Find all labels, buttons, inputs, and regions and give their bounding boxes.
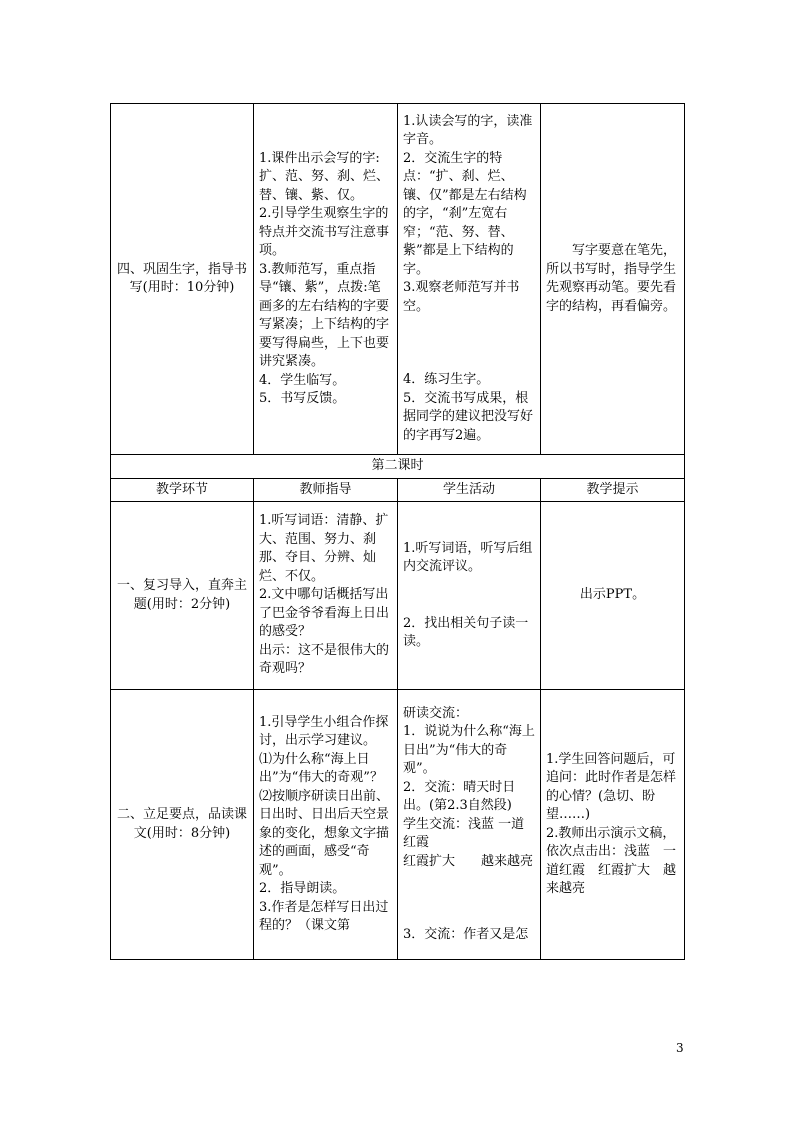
student-item: 3.观察老师范写并书空。 — [403, 280, 520, 314]
tip-cell: 写字要意在笔先，所以书写时，指导学生先观察再动笔。要先看字的结构，再看偏旁。 — [541, 104, 685, 455]
teacher-item: 出示：这不是很伟大的奇观吗？ — [259, 642, 390, 677]
teacher-cell — [254, 502, 398, 690]
teacher-item: 1.听写词语：清静、扩大、范围、努力、刹那、夺目、分辨、灿烂、不仅。 — [259, 513, 389, 584]
student-item: 5．交流书写成果，根据同学的建议把没写好的字再写2遍。 — [403, 390, 534, 443]
teacher-cell — [254, 690, 398, 960]
table-row — [111, 690, 685, 960]
student-item: 研读交流： — [403, 705, 469, 721]
tip-cell: 出示PPT。 — [541, 502, 685, 690]
teacher-item: 1.引导学生小组合作探讨，出示学习建议。 — [259, 714, 389, 748]
stage-cell: 一、复习导入，直奔主题(用时：2分钟) — [111, 502, 254, 690]
student-item: 1.听写词语，听写后组内交流评议。 — [403, 540, 533, 574]
teacher-item: 5．书写反馈。 — [259, 391, 346, 406]
table-row — [111, 455, 685, 479]
period-title: 第二课时 — [111, 455, 685, 479]
student-item: 2．找出相关句子读一读。 — [403, 615, 529, 649]
student-item: 红霞扩大 越来越亮 — [403, 853, 534, 869]
student-item: 1.认读会写的字，读准字音。 — [403, 113, 533, 148]
student-item: 学生交流：浅蓝 一道红霞 — [403, 816, 525, 850]
teacher-item: ⑴为什么称“海上日出”为“伟大的奇观”？ — [259, 751, 383, 785]
teacher-item: 2.文中哪句话概括写出了巴金爷爷看海上日出的感受？ — [259, 587, 390, 640]
teacher-item: 3.教师范写，重点指导“镶、紫”，点拨:笔画多的左右结构的字要写紧凑；上下结构的字要写得扁些，上下也要讲究紧凑。 — [259, 261, 390, 369]
teacher-item: 2．指导朗读。 — [259, 881, 346, 896]
tip-item: 2.教师出示演示文稿，依次点击出：浅蓝 一道红霞 红霞扩大 越来越亮 — [546, 825, 677, 896]
table-row — [111, 502, 685, 690]
tip-cell — [541, 690, 685, 960]
teacher-item: 4．学生临写。 — [259, 372, 346, 388]
teacher-cell — [254, 104, 398, 455]
student-item: 1．说说为什么称“海上日出”为“伟大的奇观”。 — [403, 724, 535, 776]
header-tip: 教学提示 — [541, 478, 685, 502]
header-row — [111, 478, 685, 502]
student-item: 4．练习生字。 — [403, 372, 490, 388]
teacher-item: 2.引导学生观察生字的特点并交流书写注意事项。 — [259, 206, 390, 258]
header-teacher: 教师指导 — [254, 478, 398, 502]
student-item: 2．交流：晴天时日出。(第2.3自然段) — [403, 779, 516, 813]
tip-item: 1.学生回答问题后，可追问：此时作者是怎样的心情？(急切、盼望……) — [546, 751, 677, 822]
table-row — [111, 104, 685, 455]
student-cell — [398, 502, 541, 690]
lesson-plan-table — [110, 103, 685, 960]
student-cell — [398, 690, 541, 960]
student-item: 3．交流：作者又是怎 — [403, 927, 529, 942]
header-student: 学生活动 — [398, 478, 541, 502]
stage-cell: 四、巩固生字，指导书写(用时：10分钟) — [111, 104, 254, 455]
header-stage: 教学环节 — [111, 478, 254, 502]
teacher-item: 1.课件出示会写的字:扩、范、努、刹、烂、替、镶、紫、仅。 — [259, 150, 390, 203]
stage-cell: 二、立足要点，品读课文(用时：8分钟) — [111, 690, 254, 960]
teacher-item: 3.作者是怎样写日出过程的？（课文第 — [259, 899, 389, 933]
page-number: 3 — [676, 1041, 684, 1055]
student-cell — [398, 104, 541, 455]
student-item: 2．交流生字的特点：“扩、刹、烂、镶、仅”都是左右结构的字，“刹”左宽右窄；“范、努、替、紫”都是上下结构的字。 — [403, 150, 527, 277]
teacher-item: ⑵按顺序研读日出前、日出时、日出后天空景象的变化，想象文字描述的画面，感受“奇观”。 — [259, 788, 390, 878]
